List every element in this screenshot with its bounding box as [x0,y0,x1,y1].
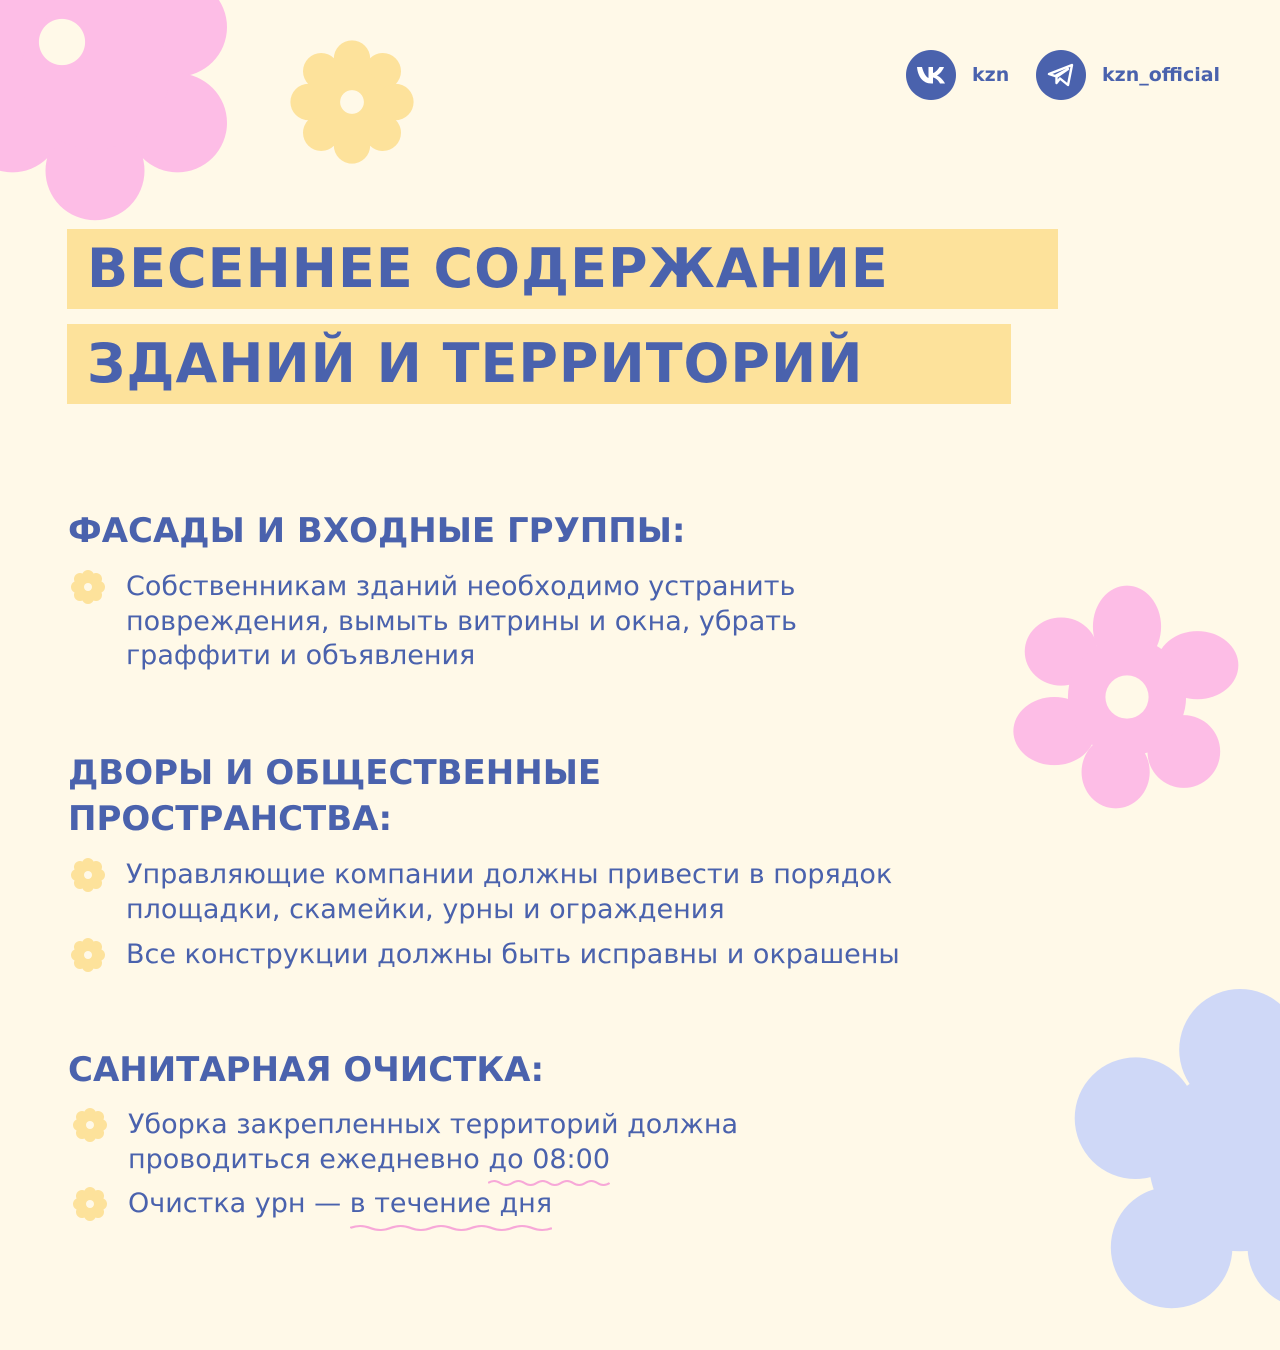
highlight-value: до 08:00 [488,1143,611,1175]
blue-flower-decoration [1050,970,1280,1350]
section-title: САНИТАРНАЯ ОЧИСТКА: [68,1050,545,1090]
list-item [68,570,797,674]
pink-flower-decoration [1002,582,1252,812]
flower-bullet-icon [68,855,108,895]
vk-icon [906,50,956,100]
highlight-value: в течение дня [349,1188,553,1219]
title-band [67,229,1058,309]
highlighted-text [350,1187,552,1222]
telegram-icon [1036,50,1086,100]
list-item [70,1108,738,1177]
list-item [68,938,900,975]
section-title-line: ДВОРЫ И ОБЩЕСТВЕННЫЕ [68,753,602,793]
flower-bullet-icon [70,1105,110,1145]
bullet-text: повреждения, вымыть витрины и окна, убрать [126,605,797,637]
telegram-handle: kzn_official [1102,64,1221,86]
telegram-link[interactable] [1036,50,1220,100]
section-title: ФАСАДЫ И ВХОДНЫЕ ГРУППЫ: [68,511,686,551]
list-item [70,1187,552,1224]
bullet-text: площадки, скамейки, урны и ограждения [126,893,725,925]
pink-flower-decoration [0,0,260,240]
flower-bullet-icon [68,567,108,607]
bullet-text: Собственникам зданий необходимо устранить [126,571,796,602]
bullet-text [128,1187,552,1222]
list-item [68,858,892,927]
highlighted-text [488,1143,610,1178]
wavy-underline [350,1224,552,1232]
bullet-text: Уборка закрепленных территорий должна [128,1109,739,1140]
bullet-text-plain: Очистка урн — [128,1188,350,1219]
bullet-text: Управляющие компании должны привести в порядок [126,859,893,890]
wavy-underline [488,1179,610,1187]
bullet-text: Все конструкции должны быть исправны и окрашены [126,939,900,970]
section-title-line: ПРОСТРАНСТВА: [68,799,393,839]
title-band [67,324,1011,404]
vk-handle: kzn [972,64,1010,86]
bullet-text [128,1143,738,1178]
flower-bullet-icon [70,1184,110,1224]
page-title-line: ЗДАНИЙ И ТЕРРИТОРИЙ [87,332,864,395]
page-title-line: ВЕСЕННЕЕ СОДЕРЖАНИЕ [87,237,889,300]
flower-bullet-icon [68,935,108,975]
section-title [68,750,601,842]
bullet-text-plain: проводиться ежедневно [128,1143,489,1175]
vk-link[interactable] [906,50,1009,100]
bullet-text: граффити и объявления [126,640,476,671]
yellow-flower-decoration [282,32,422,172]
